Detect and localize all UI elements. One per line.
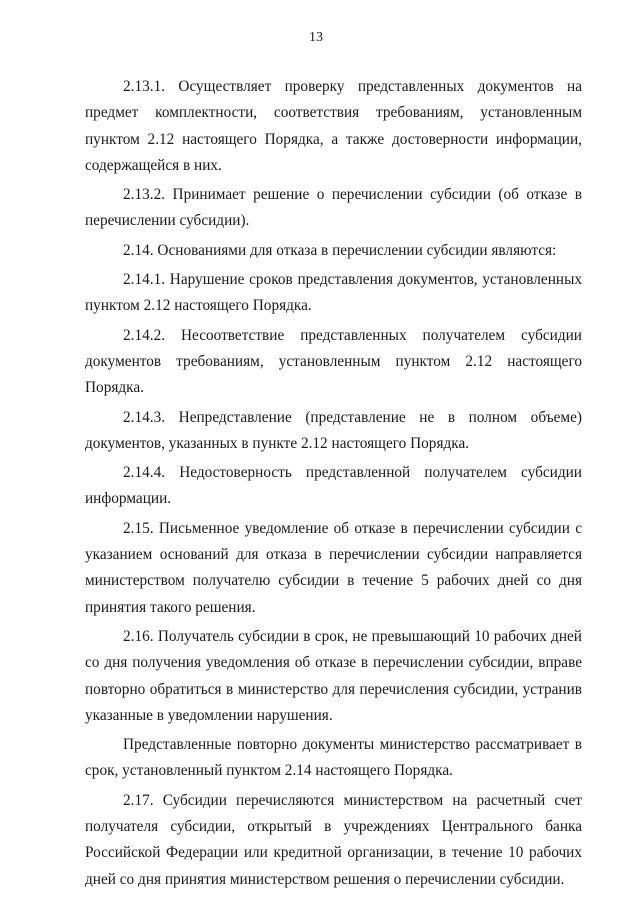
paragraph-2-14-2: 2.14.2. Несоответствие представленных получателем субсидии документов требованиям, установленным пунктом 2.12 настоящего Порядка. [85,326,582,397]
paragraph-2-17: 2.17. Субсидии перечисляются министерством на расчетный счет получателя субсидии, открытый в учреждениях Центрального банка Российской Федерации или кредитной организации, в течение 10 рабочих дней со дня принятия министерством решения о перечислении субсидии. [85,791,582,888]
paragraph-2-14: 2.14. Основаниями для отказа в перечислении субсидии являются: [123,241,557,259]
paragraph-2-13-2: 2.13.2. Принимает решение о перечислении субсидии (об отказе в перечислении субсидии). [85,186,582,230]
paragraph-2-14-4: 2.14.4. Недостоверность представленной получателем субсидии информации. [85,464,582,508]
document-body [85,74,582,893]
paragraph-2-14-1: 2.14.1. Нарушение сроков представления документов, установленных пунктом 2.12 настоящего Порядка. [85,271,582,315]
paragraph-2-14-3: 2.14.3. Непредставление (представление не в полном объеме) документов, указанных в пункте 2.12 настоящего Порядка. [85,408,582,452]
paragraph-2-13-1: 2.13.1. Осуществляет проверку представленных документов на предмет комплектности, соответствия требованиям, установленным пунктом 2.12 настоящего Порядка, а также достоверности информации, содержащейся в них. [85,78,582,174]
page-number: 13 [309,30,323,45]
paragraph-2-16-continued: Представленные повторно документы министерство рассматривает в срок, установленный пунктом 2.14 настоящего Порядка. [85,736,582,780]
paragraph-2-16: 2.16. Получатель субсидии в срок, не превышающий 10 рабочих дней со дня получения уведомления об отказе в перечислении субсидии, вправе повторно обратиться в министерство для перечисления субсидии, устранив указанные в уведомлении нарушения. [85,627,582,724]
paragraph-2-15: 2.15. Письменное уведомление об отказе в перечислении субсидии с указанием оснований для отказа в перечислении субсидии направляется министерством получателю субсидии в течение 5 рабочих дней со дня принятия такого решения. [85,519,582,616]
